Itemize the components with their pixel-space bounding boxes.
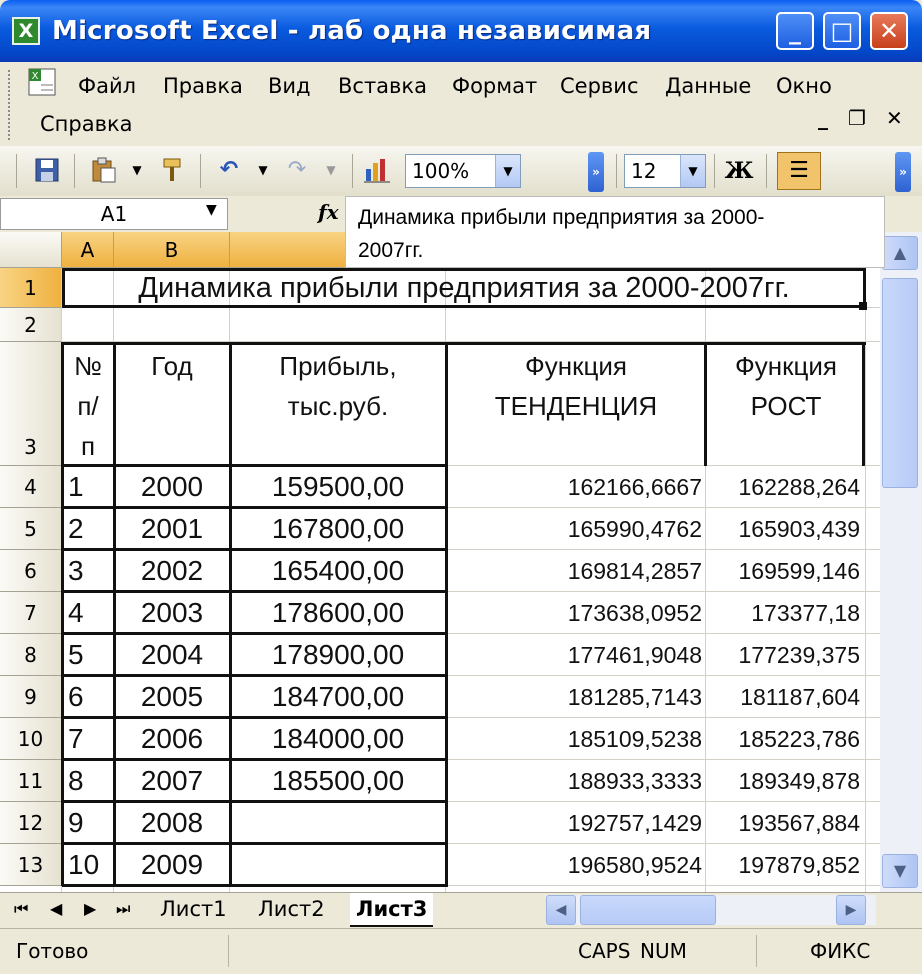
cell-year[interactable]: 2002 [140, 555, 204, 586]
cell-growth[interactable]: 189349,878 [738, 768, 860, 794]
cell-growth[interactable]: 193567,884 [738, 810, 860, 836]
chart-wizard-icon[interactable] [362, 155, 392, 185]
column-header-a[interactable]: A [62, 232, 114, 268]
status-fix: ФИКС [810, 939, 871, 963]
menu-data[interactable]: Данные [665, 74, 752, 98]
header-trend-line-1: Функция [525, 351, 627, 381]
minimize-button[interactable]: _ [776, 12, 814, 50]
table-border [62, 590, 448, 593]
status-caps: CAPS [578, 939, 631, 963]
redo-icon: ↷ [287, 157, 307, 182]
name-box[interactable] [0, 198, 228, 230]
formula-input[interactable] [345, 196, 885, 268]
cell-number[interactable]: 8 [68, 765, 84, 796]
sheet-tab-1[interactable]: Лист1 [160, 897, 227, 921]
status-num: NUM [640, 939, 687, 963]
worksheet-grid[interactable] [0, 232, 880, 892]
undo-dropdown-icon[interactable]: ▼ [258, 163, 268, 177]
menu-tools[interactable]: Сервис [560, 74, 639, 98]
header-growth-line-1: Функция [735, 351, 837, 381]
row-header-7[interactable]: 7 [0, 592, 62, 634]
cell-profit[interactable]: 165400,00 [271, 555, 405, 586]
cell-trend[interactable]: 188933,3333 [567, 768, 702, 794]
header-growth-line-2: РОСТ [750, 391, 822, 421]
cell-growth[interactable]: 177239,375 [738, 642, 860, 668]
svg-text:X: X [31, 71, 39, 82]
vertical-scroll-thumb[interactable] [882, 278, 918, 488]
cell-year[interactable]: 2006 [140, 723, 204, 754]
row-header-9[interactable]: 9 [0, 676, 62, 718]
toolbar-options-icon[interactable]: » [588, 152, 604, 192]
close-button[interactable]: ✕ [870, 12, 908, 50]
table-border [62, 884, 448, 887]
cell-profit[interactable]: 167800,00 [271, 513, 405, 544]
toolbar-options-icon[interactable]: » [895, 152, 911, 192]
cell-number[interactable]: 3 [68, 555, 84, 586]
cell-profit[interactable]: 185500,00 [271, 765, 405, 796]
cell-trend[interactable]: 169814,2857 [567, 558, 702, 584]
cell-year[interactable]: 2008 [140, 807, 204, 838]
prev-sheet-icon[interactable]: ◀ [50, 899, 63, 918]
status-divider [756, 935, 757, 967]
menu-help[interactable]: Справка [40, 112, 133, 136]
formula-line-1: Динамика прибыли предприятия за 2000- [358, 206, 765, 229]
menu-edit[interactable]: Правка [163, 74, 243, 98]
cell-year[interactable]: 2005 [140, 681, 204, 712]
cell-border [62, 305, 866, 308]
row-header-11[interactable]: 11 [0, 760, 62, 802]
cell-number[interactable]: 4 [68, 597, 84, 628]
workbook-restore-button[interactable]: ❐ [848, 106, 866, 130]
menu-insert[interactable]: Вставка [338, 74, 427, 98]
cell-number[interactable]: 5 [68, 639, 84, 670]
toolbar-separator [616, 154, 617, 188]
menu-window[interactable]: Окно [776, 74, 832, 98]
toolbar-grip-icon[interactable] [8, 70, 13, 140]
title-bar[interactable] [0, 0, 922, 62]
table-border [446, 342, 866, 345]
cell-number[interactable]: 9 [68, 807, 84, 838]
table-border [62, 674, 448, 677]
scroll-down-icon[interactable]: ▼ [882, 854, 918, 888]
status-ready: Готово [16, 939, 89, 963]
cell-year[interactable]: 2003 [140, 597, 204, 628]
cell-growth[interactable]: 165903,439 [738, 516, 860, 542]
row-header-13[interactable]: 13 [0, 844, 62, 886]
toolbar-grip-icon [16, 154, 17, 188]
excel-icon: X [12, 17, 40, 45]
vertical-scrollbar[interactable] [880, 232, 922, 892]
cell-trend[interactable]: 181285,7143 [567, 684, 702, 710]
row-header-1[interactable]: 1 [0, 268, 62, 308]
cell-year[interactable]: 2007 [140, 765, 204, 796]
sheet-tab-2[interactable]: Лист2 [258, 897, 325, 921]
font-size-select[interactable] [624, 154, 706, 188]
cell-number[interactable]: 10 [68, 849, 100, 880]
sheet-tab-3[interactable]: Лист3 [350, 893, 433, 927]
status-divider [228, 935, 229, 967]
row-header-4[interactable]: 4 [0, 466, 62, 508]
cell-profit[interactable]: 178600,00 [271, 597, 405, 628]
cell-border [62, 268, 65, 308]
table-border [445, 342, 448, 886]
chevron-down-icon[interactable]: ▼ [495, 155, 520, 187]
cell-growth[interactable]: 181187,604 [740, 684, 860, 710]
standard-toolbar [0, 146, 922, 197]
table-border [704, 342, 707, 466]
menu-bar [0, 62, 922, 147]
window-title: Microsoft Excel - лаб одна независимая [52, 16, 652, 46]
horizontal-scrollbar[interactable] [546, 895, 876, 925]
table-border [62, 464, 448, 467]
workbook-minimize-button[interactable]: _ [818, 106, 828, 130]
row-header-10[interactable]: 10 [0, 718, 62, 760]
table-border [113, 342, 116, 886]
cell-profit[interactable]: 184000,00 [271, 723, 405, 754]
header-trend-line-2: ТЕНДЕНЦИЯ [494, 391, 658, 421]
table-border [62, 632, 448, 635]
paste-icon[interactable] [88, 155, 118, 185]
insert-function-icon[interactable]: fx [318, 200, 339, 224]
table-border [62, 342, 448, 345]
cell-growth[interactable]: 185223,786 [738, 726, 860, 752]
toolbar-separator [714, 154, 715, 188]
cell-number[interactable]: 7 [68, 723, 84, 754]
cell-growth[interactable]: 169599,146 [738, 558, 860, 584]
menu-file[interactable]: Файл [78, 74, 137, 98]
workbook-close-button[interactable]: ✕ [886, 106, 903, 130]
row-header-2[interactable]: 2 [0, 308, 62, 342]
cell-profit[interactable] [230, 802, 446, 844]
cell-trend[interactable]: 165990,4762 [567, 516, 702, 542]
zoom-select[interactable] [405, 154, 521, 188]
align-center-button[interactable] [777, 152, 821, 190]
name-box-value: A1 [100, 202, 128, 226]
header-number-line-3: п [80, 431, 96, 461]
cell-growth[interactable]: 197879,852 [738, 852, 860, 878]
toolbar-separator [74, 154, 75, 188]
cell-year[interactable]: 2001 [140, 513, 204, 544]
sheet-tab-bar [0, 892, 922, 929]
formula-line-2: 2007гг. [358, 239, 424, 262]
table-border [61, 342, 64, 886]
cell-growth[interactable]: 162288,264 [738, 474, 860, 500]
cell-year[interactable]: 2000 [140, 471, 204, 502]
cell-border [62, 268, 866, 271]
format-painter-icon[interactable] [158, 155, 188, 185]
status-bar [0, 928, 922, 974]
cell-number[interactable]: 2 [68, 513, 84, 544]
workbook-icon[interactable] [26, 66, 60, 98]
fill-handle[interactable] [859, 302, 867, 310]
row-header-8[interactable]: 8 [0, 634, 62, 676]
header-number-line-1: № [74, 351, 102, 381]
table-border [62, 842, 448, 845]
save-icon[interactable] [32, 155, 62, 185]
cell-year[interactable]: 2009 [140, 849, 204, 880]
table-border [62, 506, 448, 509]
maximize-button[interactable]: □ [823, 12, 861, 50]
cell-profit[interactable] [230, 844, 446, 886]
cell-trend[interactable]: 192757,1429 [567, 810, 702, 836]
row-header-6[interactable]: 6 [0, 550, 62, 592]
horizontal-scroll-thumb[interactable] [580, 895, 716, 925]
cell-number[interactable]: 1 [68, 471, 84, 502]
header-profit-line-2: тыс.руб. [287, 391, 389, 421]
cell-profit[interactable]: 184700,00 [271, 681, 405, 712]
scroll-right-icon[interactable]: ▶ [836, 895, 866, 925]
column-header-b[interactable]: B [114, 232, 230, 268]
cell-number[interactable]: 6 [68, 681, 84, 712]
cell-profit[interactable]: 159500,00 [271, 471, 405, 502]
cell-trend[interactable]: 162166,6667 [567, 474, 702, 500]
paste-dropdown-icon[interactable]: ▼ [132, 163, 142, 177]
undo-icon[interactable]: ↶ [219, 157, 239, 182]
toolbar-separator [352, 154, 353, 188]
toolbar-separator [200, 154, 201, 188]
font-size-value: 12 [631, 159, 657, 183]
table-border [62, 548, 448, 551]
cell-trend[interactable]: 173638,0952 [567, 600, 702, 626]
table-border [229, 342, 232, 886]
next-sheet-icon[interactable]: ▶ [84, 899, 97, 918]
cell-profit[interactable]: 178900,00 [271, 639, 405, 670]
table-border [62, 800, 448, 803]
select-all-button[interactable] [0, 232, 62, 268]
cell-trend[interactable]: 177461,9048 [567, 642, 702, 668]
cell-trend[interactable]: 196580,9524 [567, 852, 702, 878]
chevron-down-icon[interactable]: ▼ [206, 202, 217, 218]
header-profit-line-1: Прибыль, [279, 351, 397, 381]
cell-trend[interactable]: 185109,5238 [567, 726, 702, 752]
zoom-value: 100% [412, 159, 470, 183]
chevron-down-icon[interactable]: ▼ [680, 155, 705, 187]
table-border [862, 342, 865, 466]
first-sheet-icon[interactable]: ⏮ [14, 899, 29, 918]
row-header-5[interactable]: 5 [0, 508, 62, 550]
last-sheet-icon[interactable]: ⏭ [116, 899, 131, 918]
cell-growth[interactable]: 173377,18 [751, 600, 860, 626]
header-number-line-2: п/ [77, 391, 99, 421]
menu-format[interactable]: Формат [452, 74, 538, 98]
align-center-icon: ☰ [789, 158, 809, 183]
row-header-12[interactable]: 12 [0, 802, 62, 844]
cell-year[interactable]: 2004 [140, 639, 204, 670]
header-year-line-1: Год [151, 351, 193, 381]
toolbar-separator [766, 154, 767, 188]
bold-button[interactable]: Ж [724, 158, 754, 184]
scroll-left-icon[interactable]: ◀ [546, 895, 576, 925]
table-border [62, 758, 448, 761]
scroll-up-icon[interactable]: ▲ [882, 236, 918, 270]
menu-view[interactable]: Вид [268, 74, 311, 98]
table-border [62, 716, 448, 719]
row-header-3[interactable]: 3 [0, 342, 62, 466]
redo-dropdown-icon: ▼ [326, 163, 336, 177]
title-cell[interactable]: Динамика прибыли предприятия за 2000-2007гг. [138, 272, 790, 304]
